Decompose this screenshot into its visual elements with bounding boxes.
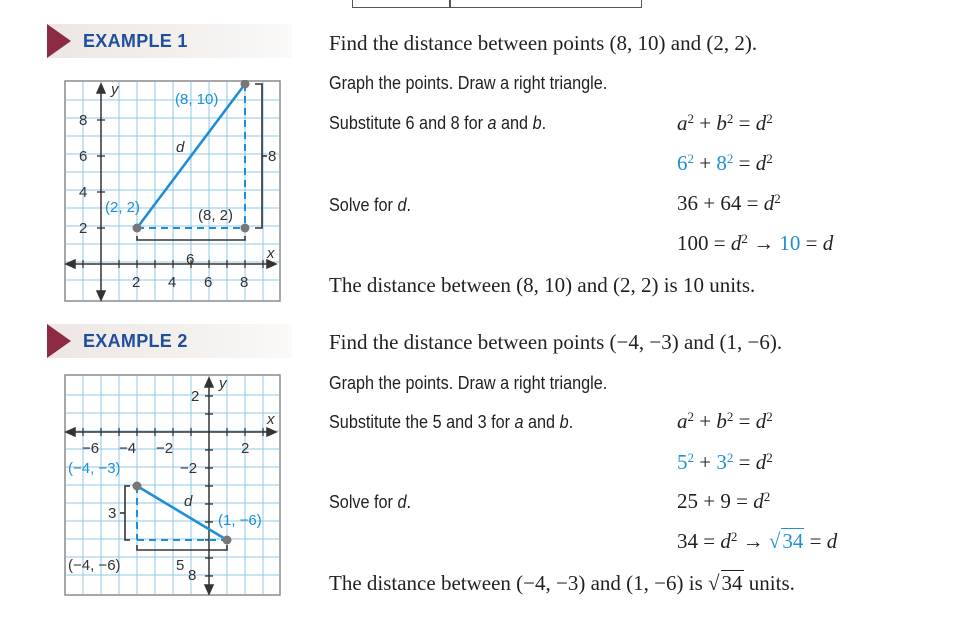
y-tick-label: 8 bbox=[79, 112, 88, 129]
horizontal-leg-label: 6 bbox=[186, 251, 195, 268]
hypotenuse-label: d bbox=[176, 139, 185, 156]
example-2-step-substitute: Substitute the 5 and 3 for a and b. bbox=[329, 412, 574, 432]
example-1-step-solve: Solve for d. bbox=[329, 195, 411, 215]
y-tick-label: −2 bbox=[180, 460, 198, 477]
example-2-banner bbox=[47, 324, 292, 358]
example-1-step-graph: Graph the points. Draw a right triangle. bbox=[329, 73, 608, 93]
example-1-label: EXAMPLE 1 bbox=[83, 31, 188, 51]
y-axis-label: y bbox=[111, 81, 119, 98]
example-1-graph bbox=[64, 80, 282, 302]
y-tick-label: 4 bbox=[79, 184, 88, 201]
example-1-prompt: Find the distance between points (8, 10) and (2, 2). bbox=[329, 31, 758, 55]
x-tick-label: 2 bbox=[241, 440, 250, 457]
example-2-conclusion: The distance between (−4, −3) and (1, −6) is √34 units. bbox=[329, 571, 795, 595]
point-marker bbox=[133, 224, 142, 233]
point-c-label: (−4, −6) bbox=[68, 557, 121, 574]
horizontal-leg-label: 5 bbox=[176, 557, 185, 574]
example-2-equation-squares: $25 + 9 = d^2$ bbox=[677, 488, 771, 513]
y-axis-label: y bbox=[219, 375, 227, 392]
example-2-equation-substituted: $5^2 + 3^2 = d^2$ bbox=[677, 449, 773, 474]
example-2-step-solve: Solve for d. bbox=[329, 492, 411, 512]
point-marker bbox=[133, 482, 142, 491]
x-tick-label: 8 bbox=[240, 274, 249, 291]
example-2-equation-result: $34 = d^2 \to √34 = d$ bbox=[677, 528, 838, 553]
square-root-icon: √ bbox=[768, 529, 781, 553]
x-axis-label: x bbox=[267, 411, 275, 428]
example-2-step-graph: Graph the points. Draw a right triangle. bbox=[329, 373, 608, 393]
example-1-equation-result: $100 = d^2 \to 10 = d$ bbox=[677, 230, 834, 255]
point-marker bbox=[241, 224, 250, 233]
point-a-label: (−4, −3) bbox=[68, 460, 121, 477]
vertical-leg-label: 8 bbox=[268, 148, 277, 165]
x-tick-label: −6 bbox=[82, 440, 100, 457]
point-c-label: (8, 2) bbox=[198, 207, 234, 224]
example-1-equation-pythagorean: $a^2 + b^2 = d^2$ bbox=[677, 110, 773, 135]
y-tick-label: 2 bbox=[79, 220, 88, 237]
example-1-banner bbox=[47, 24, 292, 58]
example-arrow-icon bbox=[47, 24, 71, 58]
example-arrow-icon bbox=[47, 324, 71, 358]
y-tick-label: 8 bbox=[188, 567, 197, 584]
arrow-icon: → bbox=[737, 529, 769, 553]
point-b-label: (2, 2) bbox=[105, 199, 141, 216]
x-axis-label: x bbox=[267, 245, 275, 262]
y-tick-label: 2 bbox=[191, 388, 200, 405]
example-2-graph bbox=[64, 374, 282, 596]
example-2-prompt: Find the distance between points (−4, −3) and (1, −6). bbox=[329, 330, 783, 354]
previous-table-edge bbox=[352, 0, 642, 8]
vertical-leg-label: 3 bbox=[108, 505, 117, 522]
example-1-step-substitute: Substitute 6 and 8 for a and b. bbox=[329, 113, 547, 133]
example-2-label: EXAMPLE 2 bbox=[83, 331, 188, 351]
x-tick-label: 4 bbox=[168, 274, 177, 291]
square-root-icon: √ bbox=[708, 571, 720, 595]
example-1-conclusion: The distance between (8, 10) and (2, 2) is 10 units. bbox=[329, 273, 756, 297]
x-tick-label: −2 bbox=[156, 440, 174, 457]
point-b-label: (1, −6) bbox=[218, 512, 262, 529]
y-tick-label: 6 bbox=[79, 148, 88, 165]
x-tick-label: 6 bbox=[204, 274, 213, 291]
example-2-equation-pythagorean: $a^2 + b^2 = d^2$ bbox=[677, 408, 773, 433]
hypotenuse-label: d bbox=[184, 493, 193, 510]
point-marker bbox=[223, 536, 232, 545]
example-1-equation-substituted: $6^2 + 8^2 = d^2$ bbox=[677, 150, 773, 175]
x-tick-label: 2 bbox=[132, 274, 141, 291]
example-1-equation-squares: $36 + 64 = d^2$ bbox=[677, 190, 781, 215]
arrow-icon: → bbox=[747, 231, 780, 255]
point-a-label: (8, 10) bbox=[175, 91, 219, 108]
x-tick-label: −4 bbox=[119, 440, 137, 457]
